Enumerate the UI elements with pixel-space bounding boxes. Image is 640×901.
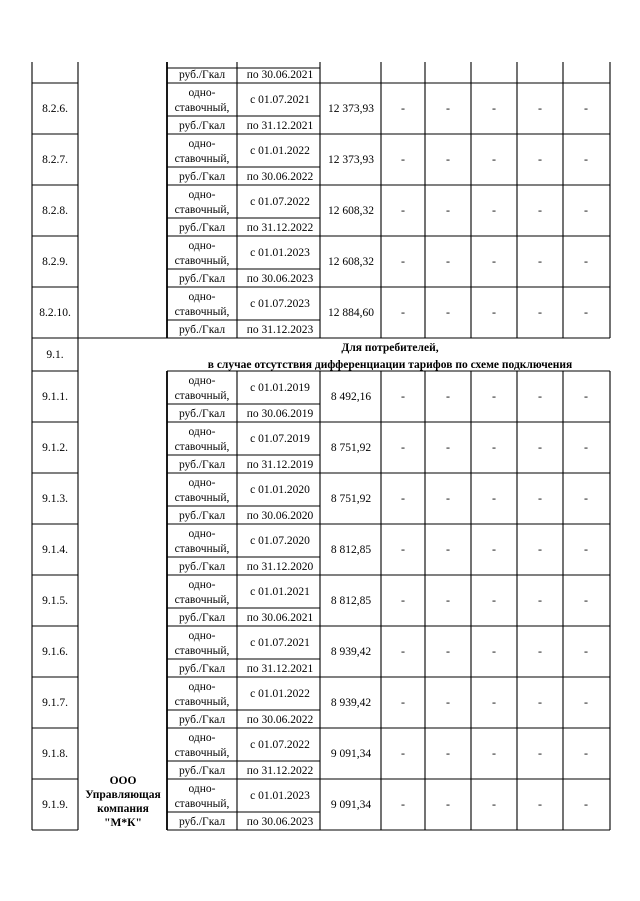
period-start: с 01.07.2020 bbox=[250, 535, 310, 547]
empty-cell-dash: - bbox=[401, 305, 405, 319]
section-header bbox=[46, 342, 572, 371]
rate-type-line1: одно- bbox=[188, 477, 216, 489]
rate-unit: руб./Гкал bbox=[178, 324, 226, 336]
empty-cell-dash: - bbox=[492, 305, 496, 319]
rate-type-line1: одно- bbox=[188, 375, 216, 387]
tariff-value: 8 939,42 bbox=[330, 646, 372, 658]
empty-cell-dash: - bbox=[401, 389, 405, 403]
row-number: 9.1.4. bbox=[42, 544, 68, 556]
empty-cell-dash: - bbox=[584, 305, 588, 319]
empty-cell-dash: - bbox=[584, 746, 588, 760]
organization-line4: "М*К" bbox=[104, 817, 142, 829]
table-row bbox=[42, 732, 588, 777]
period-end: по 30.06.2019 bbox=[246, 408, 314, 420]
rate-unit: руб./Гкал bbox=[178, 510, 226, 522]
empty-cell-dash: - bbox=[538, 305, 542, 319]
rate-unit: руб./Гкал bbox=[178, 816, 226, 828]
empty-cell-dash: - bbox=[538, 203, 542, 217]
rate-type-line1: одно- bbox=[188, 240, 216, 252]
period-end: по 31.12.2023 bbox=[246, 324, 314, 336]
rate-type-line2: ставочный, bbox=[174, 153, 230, 165]
tariff-value: 12 884,60 bbox=[328, 307, 374, 319]
period-start: с 01.07.2022 bbox=[250, 196, 310, 208]
rate-type-line1: одно- bbox=[188, 528, 216, 540]
empty-cell-dash: - bbox=[538, 695, 542, 709]
empty-cell-dash: - bbox=[492, 593, 496, 607]
empty-cell-dash: - bbox=[401, 254, 405, 268]
empty-cell-dash: - bbox=[584, 695, 588, 709]
period-start: с 01.07.2022 bbox=[250, 739, 310, 751]
empty-cell-dash: - bbox=[538, 101, 542, 115]
empty-cell-dash: - bbox=[446, 593, 450, 607]
period-end: по 31.12.2019 bbox=[246, 459, 314, 471]
period-end: по 30.06.2023 bbox=[246, 816, 314, 828]
empty-cell-dash: - bbox=[492, 254, 496, 268]
continuation-row bbox=[179, 69, 314, 81]
period-end-label: по 30.06.2021 bbox=[246, 69, 314, 81]
tariff-value: 12 608,32 bbox=[328, 256, 374, 268]
row-number: 9.1.8. bbox=[42, 748, 68, 760]
tariff-value: 8 939,42 bbox=[330, 697, 372, 709]
empty-cell-dash: - bbox=[584, 152, 588, 166]
empty-cell-dash: - bbox=[584, 254, 588, 268]
empty-cell-dash: - bbox=[538, 746, 542, 760]
tariff-value: 8 812,85 bbox=[330, 544, 372, 556]
empty-cell-dash: - bbox=[446, 491, 450, 505]
period-end: по 30.06.2022 bbox=[246, 714, 314, 726]
empty-cell-dash: - bbox=[401, 440, 405, 454]
row-number: 9.1.6. bbox=[42, 646, 68, 658]
empty-cell-dash: - bbox=[538, 254, 542, 268]
rate-unit: руб./Гкал bbox=[178, 561, 226, 573]
empty-cell-dash: - bbox=[401, 746, 405, 760]
empty-cell-dash: - bbox=[584, 542, 588, 556]
period-start: с 01.07.2023 bbox=[250, 298, 310, 310]
period-end: по 31.12.2022 bbox=[246, 765, 314, 777]
empty-cell-dash: - bbox=[446, 254, 450, 268]
empty-cell-dash: - bbox=[401, 491, 405, 505]
rate-type-line2: ставочный, bbox=[174, 441, 230, 453]
period-start: с 01.01.2021 bbox=[250, 586, 310, 598]
row-number: 9.1.3. bbox=[42, 493, 68, 505]
rate-unit: руб./Гкал bbox=[178, 765, 226, 777]
tariff-value: 8 751,92 bbox=[330, 442, 372, 454]
empty-cell-dash: - bbox=[401, 644, 405, 658]
organization-name bbox=[85, 775, 160, 829]
empty-cell-dash: - bbox=[538, 152, 542, 166]
rate-unit: руб./Гкал bbox=[178, 612, 226, 624]
empty-cell-dash: - bbox=[401, 593, 405, 607]
period-start: с 01.07.2019 bbox=[250, 433, 310, 445]
empty-cell-dash: - bbox=[401, 542, 405, 556]
rate-type-line1: одно- bbox=[188, 630, 216, 642]
row-number: 9.1.7. bbox=[42, 697, 68, 709]
empty-cell-dash: - bbox=[446, 542, 450, 556]
rate-type-line1: одно- bbox=[188, 138, 216, 150]
empty-cell-dash: - bbox=[401, 101, 405, 115]
tariff-value: 12 608,32 bbox=[328, 205, 374, 217]
rate-type-line2: ставочный, bbox=[174, 492, 230, 504]
empty-cell-dash: - bbox=[401, 797, 405, 811]
empty-cell-dash: - bbox=[538, 797, 542, 811]
empty-cell-dash: - bbox=[492, 491, 496, 505]
empty-cell-dash: - bbox=[401, 152, 405, 166]
period-end: по 30.06.2022 bbox=[246, 171, 314, 183]
empty-cell-dash: - bbox=[492, 389, 496, 403]
rate-type-line2: ставочный, bbox=[174, 306, 230, 318]
rate-type-line1: одно- bbox=[188, 579, 216, 591]
rate-unit: руб./Гкал bbox=[178, 222, 226, 234]
rate-type-line1: одно- bbox=[188, 783, 216, 795]
period-end: по 30.06.2021 bbox=[246, 612, 314, 624]
tariff-value: 9 091,34 bbox=[330, 748, 372, 760]
table-body bbox=[39, 87, 588, 828]
empty-cell-dash: - bbox=[538, 644, 542, 658]
rate-unit: руб./Гкал bbox=[178, 714, 226, 726]
rate-unit: руб./Гкал bbox=[178, 171, 226, 183]
table-row bbox=[42, 681, 588, 726]
row-number: 8.2.8. bbox=[42, 205, 68, 217]
empty-cell-dash: - bbox=[584, 644, 588, 658]
rate-type-line2: ставочный, bbox=[174, 798, 230, 810]
empty-cell-dash: - bbox=[584, 440, 588, 454]
rate-unit: руб./Гкал bbox=[178, 459, 226, 471]
table-row bbox=[42, 630, 588, 675]
period-end: по 30.06.2020 bbox=[246, 510, 314, 522]
empty-cell-dash: - bbox=[446, 101, 450, 115]
rate-type-line2: ставочный, bbox=[174, 390, 230, 402]
row-number: 8.2.6. bbox=[42, 103, 68, 115]
tariff-value: 8 492,16 bbox=[330, 391, 372, 403]
organization-line3: компания bbox=[97, 803, 149, 815]
empty-cell-dash: - bbox=[584, 389, 588, 403]
empty-cell-dash: - bbox=[492, 203, 496, 217]
empty-cell-dash: - bbox=[584, 101, 588, 115]
tariff-value: 12 373,93 bbox=[328, 154, 374, 166]
rate-type-line2: ставочный, bbox=[174, 255, 230, 267]
rate-type-line2: ставочный, bbox=[174, 645, 230, 657]
empty-cell-dash: - bbox=[446, 797, 450, 811]
period-end: по 30.06.2023 bbox=[246, 273, 314, 285]
table-row bbox=[42, 189, 588, 234]
rate-type-line1: одно- bbox=[188, 426, 216, 438]
rate-type-line1: одно- bbox=[188, 291, 216, 303]
rate-unit: руб./Гкал bbox=[178, 120, 226, 132]
empty-cell-dash: - bbox=[492, 101, 496, 115]
empty-cell-dash: - bbox=[584, 491, 588, 505]
organization-line1: ООО bbox=[109, 775, 137, 787]
rate-type-line1: одно- bbox=[188, 681, 216, 693]
period-start: с 01.01.2023 bbox=[250, 247, 310, 259]
empty-cell-dash: - bbox=[492, 152, 496, 166]
empty-cell-dash: - bbox=[584, 593, 588, 607]
rate-unit: руб./Гкал bbox=[178, 273, 226, 285]
section-title-line1: Для потребителей, bbox=[341, 342, 439, 354]
empty-cell-dash: - bbox=[538, 440, 542, 454]
row-number: 8.2.9. bbox=[42, 256, 68, 268]
tariff-value: 8 812,85 bbox=[330, 595, 372, 607]
period-end: по 31.12.2020 bbox=[246, 561, 314, 573]
rate-type-line1: одно- bbox=[188, 87, 216, 99]
period-start: с 01.07.2021 bbox=[250, 94, 310, 106]
organization-line2: Управляющая bbox=[85, 789, 161, 801]
empty-cell-dash: - bbox=[492, 440, 496, 454]
empty-cell-dash: - bbox=[446, 152, 450, 166]
empty-cell-dash: - bbox=[492, 542, 496, 556]
empty-cell-dash: - bbox=[446, 644, 450, 658]
section-title-line2: в случае отсутствия дифференциации тарифов по схеме подключения bbox=[207, 359, 573, 371]
empty-cell-dash: - bbox=[584, 797, 588, 811]
tariff-value: 8 751,92 bbox=[330, 493, 372, 505]
empty-cell-dash: - bbox=[446, 440, 450, 454]
rate-type-line2: ставочный, bbox=[174, 594, 230, 606]
empty-cell-dash: - bbox=[446, 389, 450, 403]
tariff-value: 12 373,93 bbox=[328, 103, 374, 115]
empty-cell-dash: - bbox=[492, 695, 496, 709]
table-row bbox=[39, 291, 588, 336]
period-start: с 01.01.2022 bbox=[250, 688, 310, 700]
table-row bbox=[42, 426, 588, 471]
row-number: 9.1.2. bbox=[42, 442, 68, 454]
tariff-value: 9 091,34 bbox=[330, 799, 372, 811]
rate-type-line2: ставочный, bbox=[174, 204, 230, 216]
empty-cell-dash: - bbox=[538, 593, 542, 607]
rate-unit: руб./Гкал bbox=[178, 663, 226, 675]
row-number: 8.2.7. bbox=[42, 154, 68, 166]
table-row bbox=[42, 240, 588, 285]
rate-type-line2: ставочный, bbox=[174, 747, 230, 759]
period-end: по 31.12.2021 bbox=[246, 120, 314, 132]
empty-cell-dash: - bbox=[446, 695, 450, 709]
period-start: с 01.01.2020 bbox=[250, 484, 310, 496]
empty-cell-dash: - bbox=[538, 491, 542, 505]
period-end: по 31.12.2022 bbox=[246, 222, 314, 234]
table-row bbox=[42, 579, 588, 624]
row-number: 9.1.5. bbox=[42, 595, 68, 607]
table-row bbox=[42, 528, 588, 573]
empty-cell-dash: - bbox=[492, 797, 496, 811]
unit-label: руб./Гкал bbox=[178, 69, 226, 81]
empty-cell-dash: - bbox=[401, 695, 405, 709]
empty-cell-dash: - bbox=[584, 203, 588, 217]
rate-type-line2: ставочный, bbox=[174, 696, 230, 708]
empty-cell-dash: - bbox=[538, 389, 542, 403]
rate-type-line1: одно- bbox=[188, 732, 216, 744]
period-end: по 31.12.2021 bbox=[246, 663, 314, 675]
empty-cell-dash: - bbox=[492, 644, 496, 658]
period-start: с 01.07.2021 bbox=[250, 637, 310, 649]
section-number: 9.1. bbox=[46, 349, 64, 361]
empty-cell-dash: - bbox=[446, 746, 450, 760]
row-number: 9.1.1. bbox=[42, 391, 68, 403]
row-number: 8.2.10. bbox=[39, 307, 71, 319]
rate-type-line2: ставочный, bbox=[174, 102, 230, 114]
empty-cell-dash: - bbox=[446, 305, 450, 319]
empty-cell-dash: - bbox=[446, 203, 450, 217]
period-start: с 01.01.2019 bbox=[250, 382, 310, 394]
row-number: 9.1.9. bbox=[42, 799, 68, 811]
table-grid bbox=[32, 62, 610, 830]
rate-type-line1: одно- bbox=[188, 189, 216, 201]
table-row bbox=[42, 138, 588, 183]
period-start: с 01.01.2023 bbox=[250, 790, 310, 802]
table-row bbox=[42, 87, 588, 132]
empty-cell-dash: - bbox=[401, 203, 405, 217]
table-row bbox=[42, 375, 588, 420]
rate-unit: руб./Гкал bbox=[178, 408, 226, 420]
period-start: с 01.01.2022 bbox=[250, 145, 310, 157]
table-row bbox=[42, 477, 588, 522]
empty-cell-dash: - bbox=[538, 542, 542, 556]
empty-cell-dash: - bbox=[492, 746, 496, 760]
rate-type-line2: ставочный, bbox=[174, 543, 230, 555]
